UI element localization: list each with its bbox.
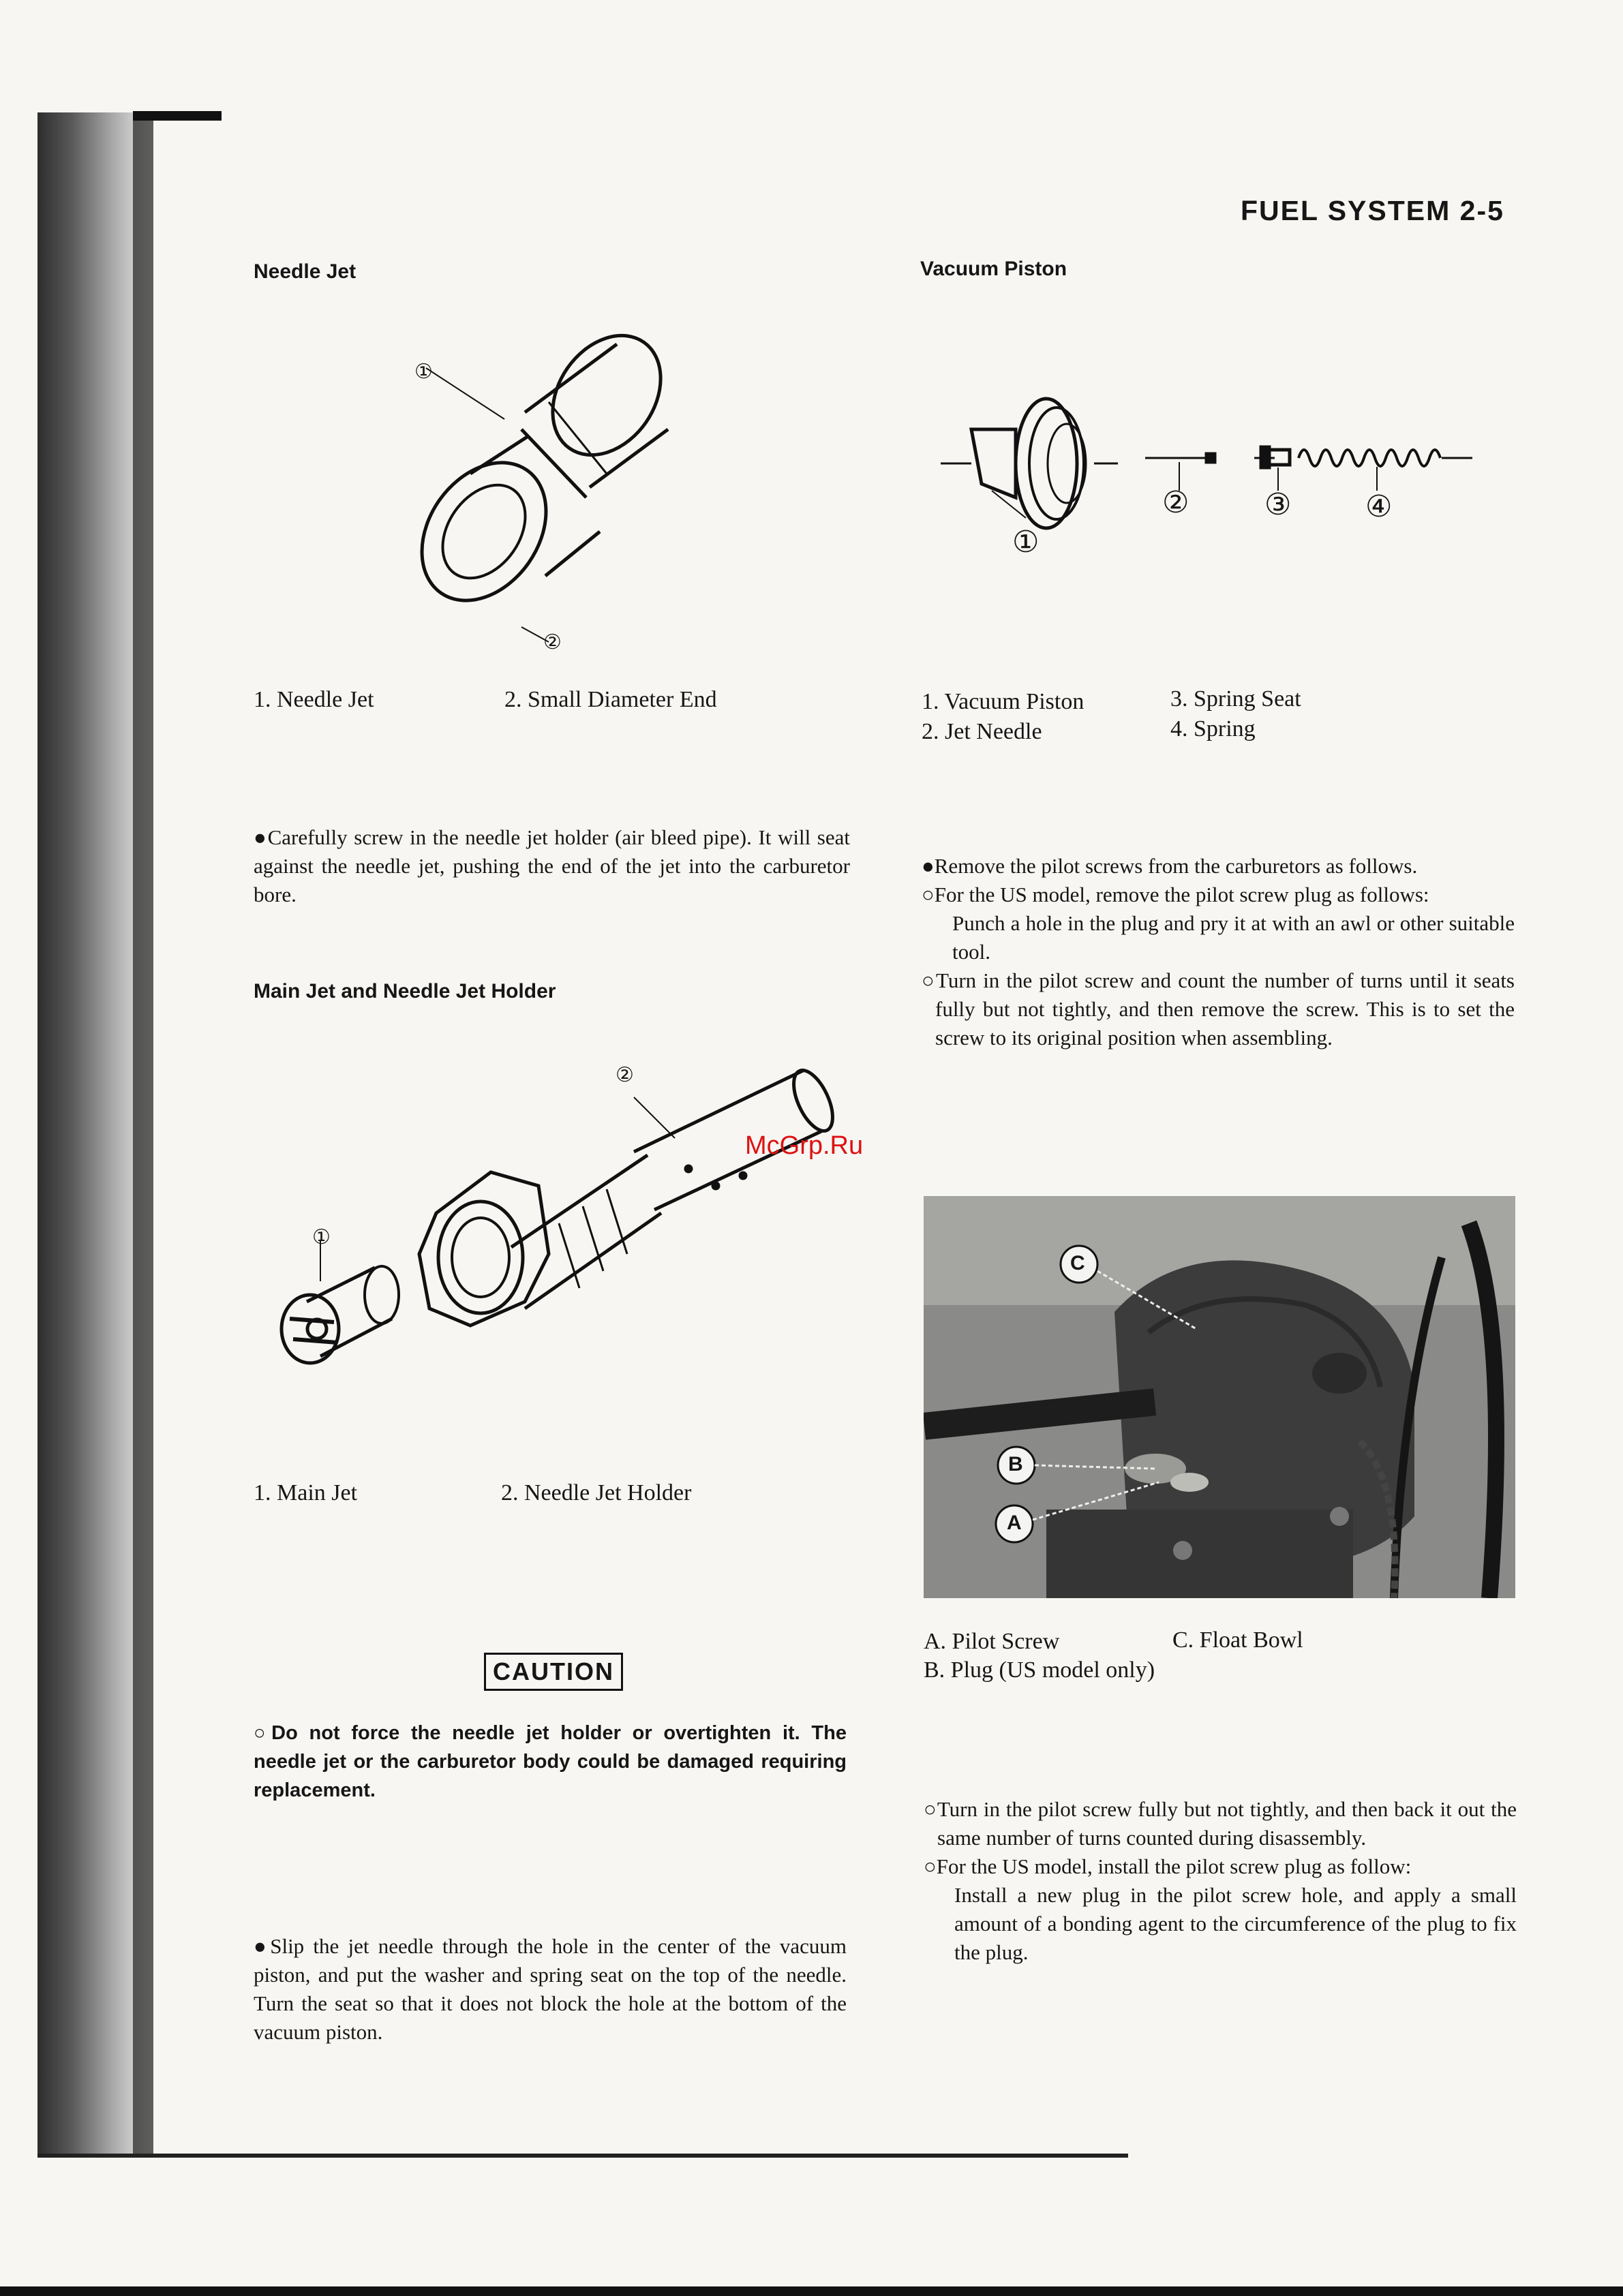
page-bottom-edge	[37, 2154, 1128, 2158]
install-new-plug: Install a new plug in the pilot screw hole, and apply a small amount of a bonding agent to the circumference of the plug to fix the plug.	[954, 1883, 1517, 1964]
caption-vacuum-piston: 1. Vacuum Piston	[922, 689, 1084, 714]
main-jet-caption-1: 1. Main Jet	[254, 1480, 358, 1505]
photo-label-b: B	[1008, 1453, 1023, 1475]
remove-pilot-screws-block	[922, 852, 1515, 1052]
needle-jet-small-end	[396, 439, 571, 624]
remove-us-model: ○For the US model, remove the pilot screw plug as follows:	[922, 883, 1429, 906]
photo-caption-col2	[1172, 1627, 1303, 1653]
callout-leader-holder	[634, 1097, 675, 1138]
page-header-title: FUEL SYSTEM 2-5	[1241, 195, 1504, 226]
watermark: McGrp.Ru	[745, 1131, 864, 1160]
caution-text: ○Do not force the needle jet holder or overtighten it. The needle jet or the carburetor body could be damaged requiring replacement.	[254, 1722, 847, 1801]
callout-vacuum-piston: ①	[1012, 525, 1040, 559]
remove-turn: ○Turn in the pilot screw and count the number of turns until it seats fully but not tightly, and then remove the screw. This is to set the screw to its original position when assembling.	[922, 968, 1515, 1050]
main-jet-diagram	[266, 1056, 838, 1424]
remove-punch: Punch a hole in the plug and pry it at with an awl or other suitable tool.	[952, 911, 1515, 964]
main-jet-caption-2: 2. Needle Jet Holder	[501, 1480, 692, 1505]
callout-spring: ④	[1365, 490, 1393, 523]
install-turn: ○Turn in the pilot screw fully but not tightly, and then back it out the same number of turns counted during disassembly.	[924, 1797, 1517, 1850]
install-pilot-screws-block	[924, 1795, 1517, 1967]
callout-spring-seat: ③	[1264, 488, 1292, 521]
needle-jet-large-end	[530, 327, 683, 476]
callout-needle-jet-holder: ②	[616, 1064, 634, 1086]
carburetor-photo-drawing	[924, 1196, 1515, 1598]
caption-spring-seat: 3. Spring Seat	[1170, 686, 1301, 711]
photo-label-a: A	[1007, 1512, 1022, 1534]
carburetor-photo	[924, 1196, 1515, 1598]
caution-label: CAUTION	[484, 1653, 623, 1691]
caption-plug: B. Plug (US model only)	[924, 1657, 1155, 1683]
vacuum-piston-caption-col1	[922, 687, 1084, 747]
callout-2: ②	[543, 631, 562, 654]
vacuum-piston-heading: Vacuum Piston	[920, 258, 1067, 280]
caption-pilot-screw: A. Pilot Screw	[924, 1629, 1060, 1654]
main-jet-heading: Main Jet and Needle Jet Holder	[254, 980, 556, 1002]
caption-spring: 4. Spring	[1170, 716, 1256, 741]
callout-leader-1	[426, 368, 504, 419]
install-us-model: ○For the US model, install the pilot screw plug as follow:	[924, 1854, 1412, 1878]
callout-main-jet: ①	[312, 1226, 331, 1249]
scan-bottom-edge	[0, 2286, 1623, 2296]
callout-jet-needle: ②	[1162, 486, 1189, 519]
needle-jet-caption-2: 2. Small Diameter End	[504, 687, 717, 712]
remove-intro: ●Remove the pilot screws from the carburetors as follows.	[922, 854, 1418, 878]
needle-jet-holder-instruction: ●Carefully screw in the needle jet holder (air bleed pipe). It will seat against the needle jet, pushing the end of the jet into the carburetor bore.	[254, 825, 850, 906]
scan-corner-mark	[133, 111, 222, 121]
needle-jet-caption-1: 1. Needle Jet	[254, 687, 374, 712]
vacuum-piston-caption-col2	[1170, 684, 1301, 744]
photo-caption-col1	[924, 1627, 1155, 1685]
jet-needle-instruction: ●Slip the jet needle through the hole in the center of the vacuum piston, and put the washer and spring seat on the top of the needle. Turn the seat so that it does not block the hole at the bottom of the vacuum piston.	[254, 1934, 847, 2044]
photo-label-c: C	[1070, 1252, 1085, 1274]
callout-1: ①	[414, 361, 433, 383]
caption-jet-needle: 2. Jet Needle	[922, 719, 1042, 744]
caption-float-bowl: C. Float Bowl	[1172, 1627, 1303, 1653]
needle-jet-heading: Needle Jet	[254, 260, 357, 283]
scan-spine-edge	[133, 112, 153, 2157]
